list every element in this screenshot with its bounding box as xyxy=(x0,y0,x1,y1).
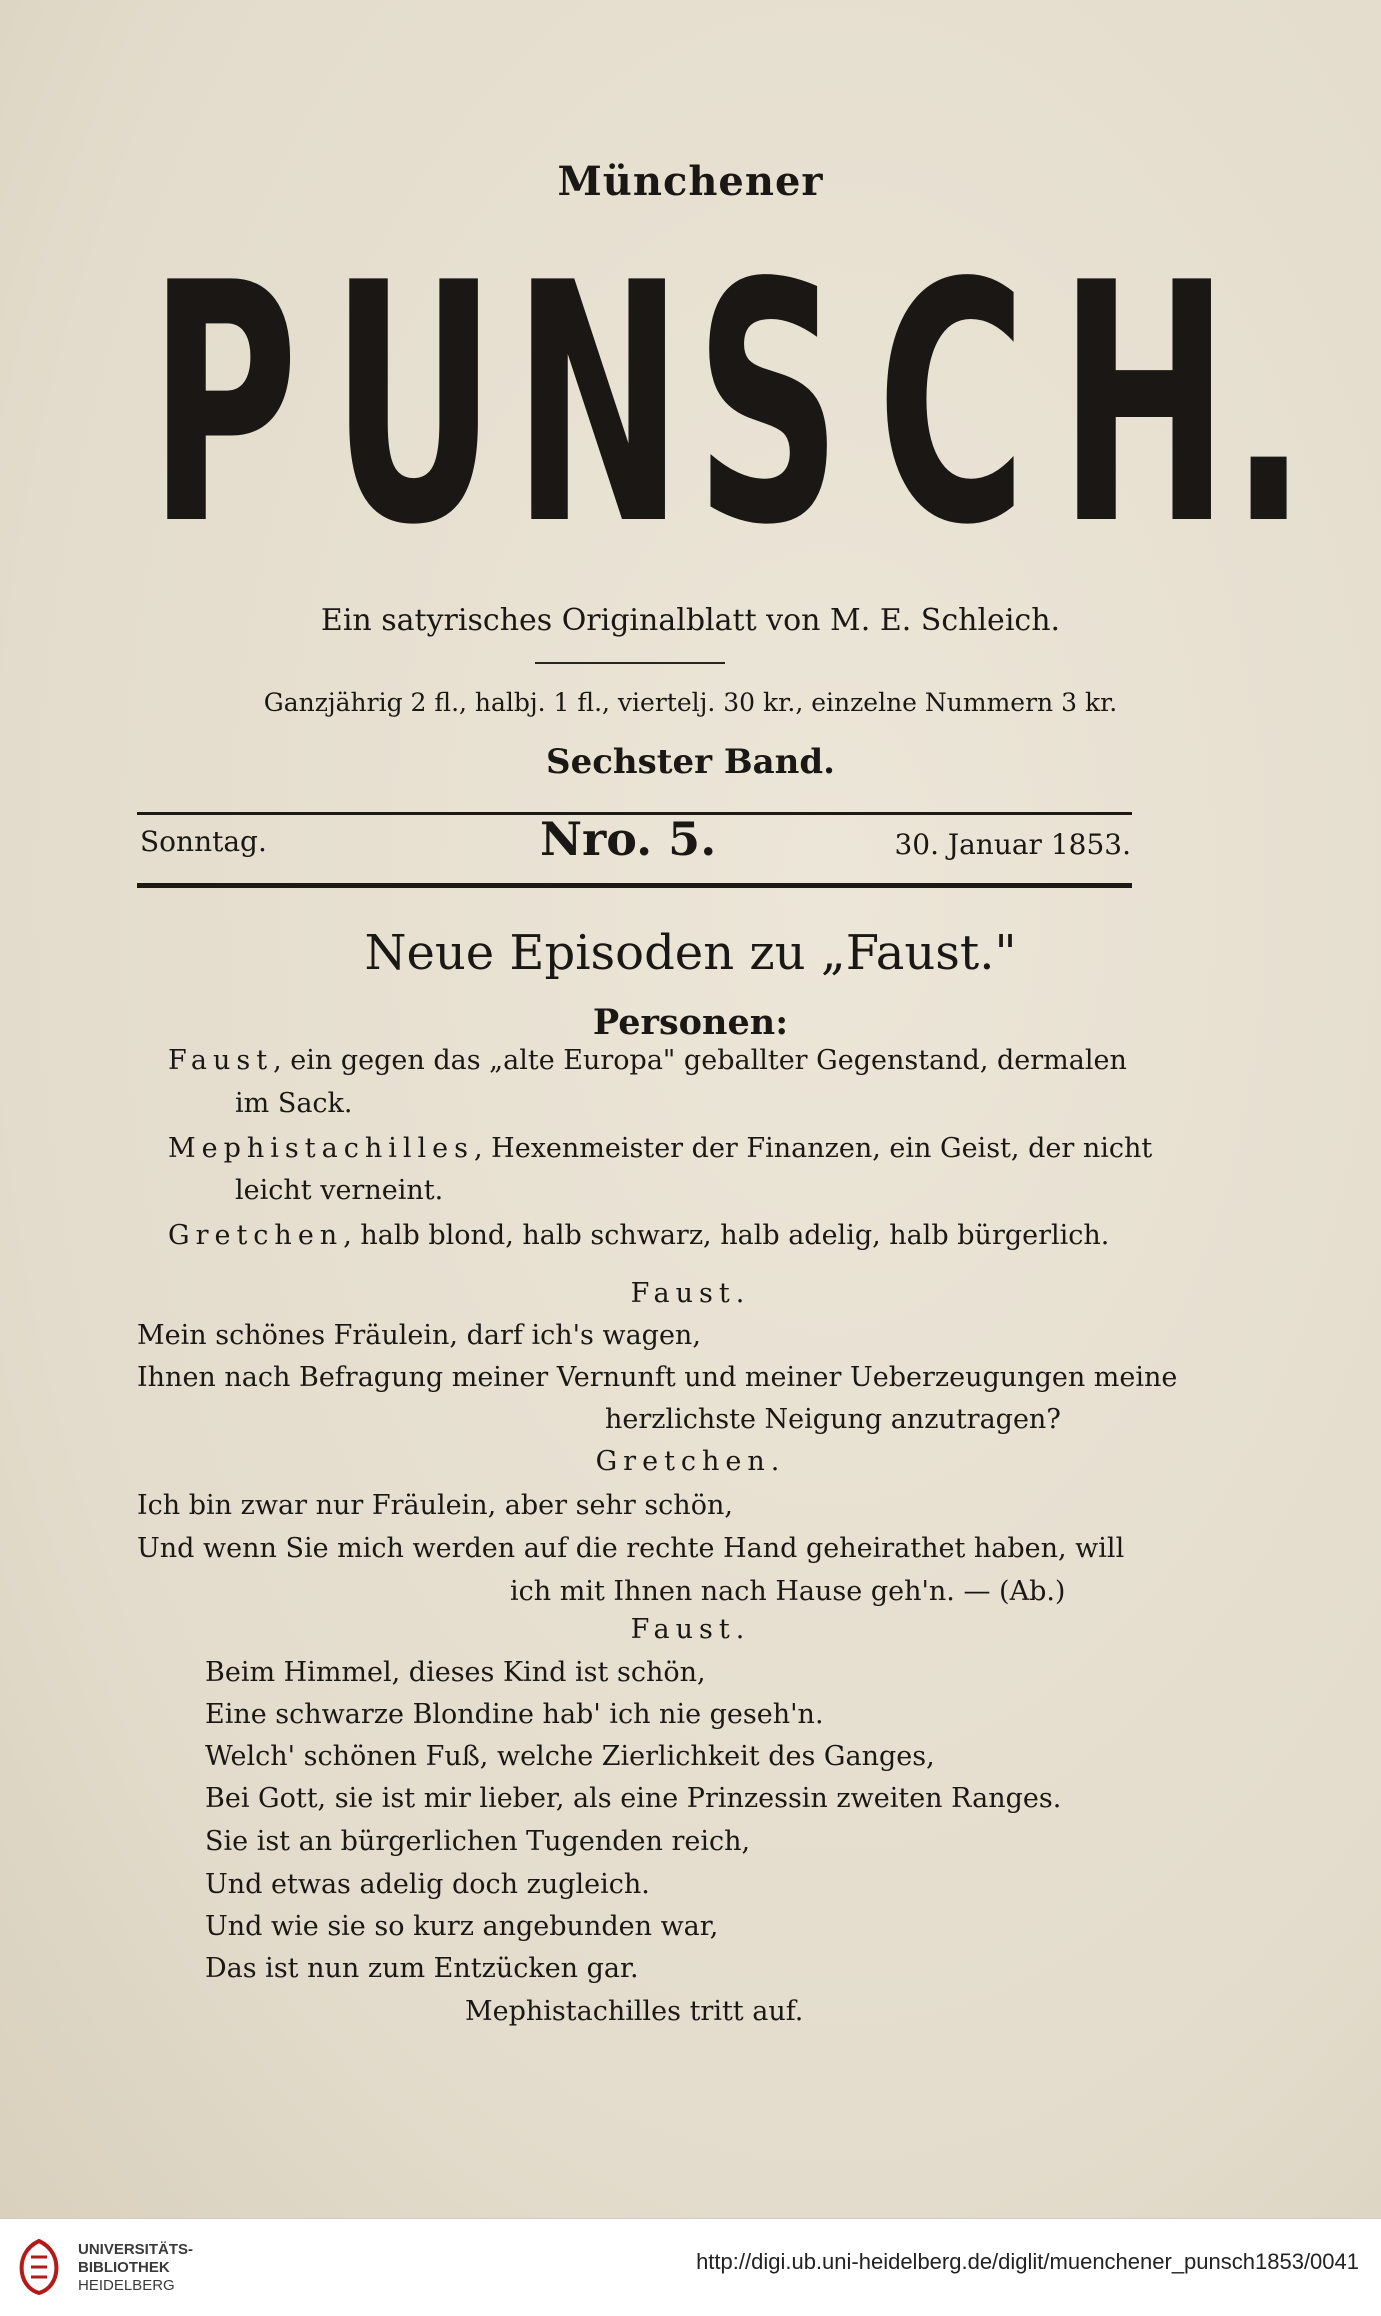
persona-entry xyxy=(168,1220,1109,1251)
masthead-letter: N xyxy=(512,213,684,597)
persona-entry xyxy=(168,1045,1127,1076)
speaker-label: Gretchen. xyxy=(595,1446,786,1477)
verse-line: Und wenn Sie mich werden auf die rechte Hand geheirathet haben, will xyxy=(137,1533,1125,1564)
verse-line: Bei Gott, sie ist mir lieber, als eine Prinzessin zweiten Ranges. xyxy=(205,1783,1062,1814)
article-title: Neue Episoden zu „Faust." xyxy=(364,925,1017,981)
masthead-letter: S xyxy=(694,213,842,597)
masthead-letter: P xyxy=(148,213,299,597)
verse-line: ich mit Ihnen nach Hause geh'n. — (Ab.) xyxy=(510,1576,1066,1607)
issue-date: 30. Januar 1853. xyxy=(894,828,1131,861)
logo-line: HEIDELBERG xyxy=(78,2277,175,2294)
library-logo-text xyxy=(78,2241,193,2295)
verse-line: Welch' schönen Fuß, welche Zierlichkeit des Ganges, xyxy=(205,1741,935,1772)
persona-description: , Hexenmeister der Finanzen, ein Geist, der nicht xyxy=(474,1133,1153,1164)
verse-line: Das ist nun zum Entzücken gar. xyxy=(205,1953,639,1984)
logo-line: BIBLIOTHEK xyxy=(78,2259,170,2276)
issue-day: Sonntag. xyxy=(140,825,267,858)
issue-number: Nro. 5. xyxy=(540,812,717,866)
persona-name: Mephistachilles xyxy=(168,1133,474,1164)
verse-line: Eine schwarze Blondine hab' ich nie geseh'n. xyxy=(205,1699,824,1730)
source-url-link[interactable]: http://digi.ub.uni-heidelberg.de/diglit/muenchener_punsch1853/0041 xyxy=(696,2249,1359,2274)
persona-description: , halb blond, halb schwarz, halb adelig, halb bürgerlich. xyxy=(343,1220,1110,1251)
verse-line: Ihnen nach Befragung meiner Vernunft und meiner Ueberzeugungen meine xyxy=(137,1362,1178,1393)
masthead-letter: H. xyxy=(1058,213,1308,597)
subscription-prices: Ganzjährig 2 fl., halbj. 1 fl., viertelj. 30 kr., einzelne Nummern 3 kr. xyxy=(263,688,1118,717)
stage-direction: Mephistachilles tritt auf. xyxy=(465,1996,804,2027)
verse-line: Ich bin zwar nur Fräulein, aber sehr schön, xyxy=(137,1490,733,1521)
masthead-letter: U xyxy=(330,213,497,597)
verse-line: Und wie sie so kurz angebunden war, xyxy=(205,1911,719,1942)
volume-label: Sechster Band. xyxy=(546,742,835,782)
verse-line: herzlichste Neigung anzutragen? xyxy=(605,1404,1061,1435)
footer-bar xyxy=(0,2218,1381,2316)
masthead-prefix: Münchener xyxy=(557,158,824,205)
persona-description: , ein gegen das „alte Europa" geballter Gegenstand, dermalen xyxy=(273,1045,1127,1076)
verse-line: Beim Himmel, dieses Kind ist schön, xyxy=(205,1657,706,1688)
masthead-title xyxy=(120,205,1308,597)
divider xyxy=(137,883,1132,888)
divider xyxy=(535,662,725,664)
university-seal-icon xyxy=(14,2239,64,2295)
personen-heading: Personen: xyxy=(592,1002,789,1043)
verse-line: Und etwas adelig doch zugleich. xyxy=(205,1869,650,1900)
masthead-subtitle: Ein satyrisches Originalblatt von M. E. Schleich. xyxy=(320,603,1061,638)
verse-line: Sie ist an bürgerlichen Tugenden reich, xyxy=(205,1826,751,1857)
masthead-letter: C xyxy=(876,213,1027,597)
persona-continuation: leicht verneint. xyxy=(235,1175,444,1206)
persona-name: Gretchen xyxy=(168,1220,344,1251)
persona-name: Faust xyxy=(168,1045,274,1076)
persona-entry xyxy=(168,1133,1152,1164)
verse-line: Mein schönes Fräulein, darf ich's wagen, xyxy=(137,1320,701,1351)
speaker-label: Faust. xyxy=(630,1614,751,1645)
speaker-label: Faust. xyxy=(630,1278,751,1309)
persona-continuation: im Sack. xyxy=(235,1088,353,1119)
logo-line: UNIVERSITÄTS- xyxy=(78,2241,194,2258)
